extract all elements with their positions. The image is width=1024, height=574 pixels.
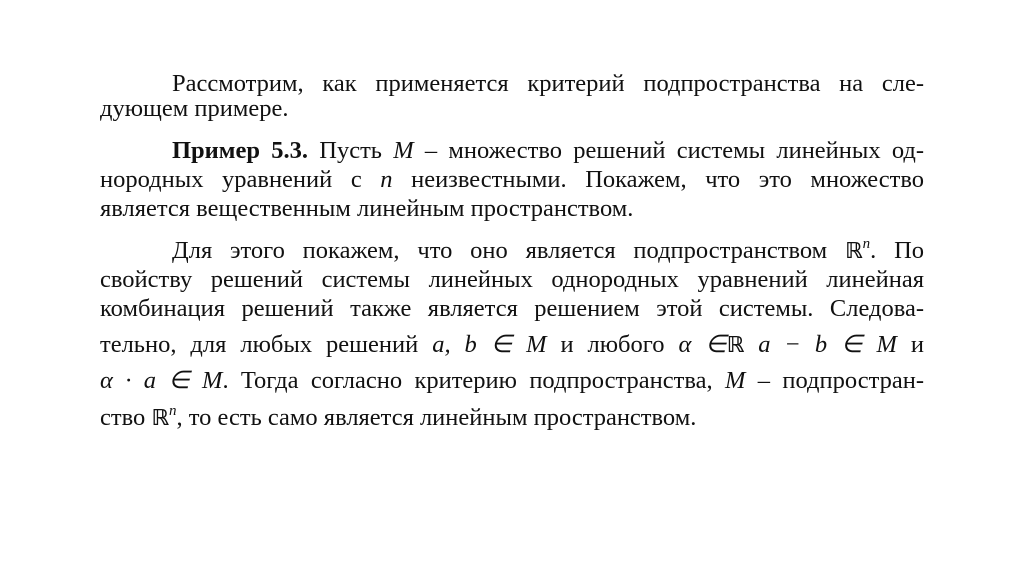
proof-line-2: свойству решений системы линейных однородных уравнений линейная — [100, 266, 924, 293]
example-label: Пример 5.3. — [172, 137, 308, 164]
example-line-1: Пример 5.3. Пусть M – множество решений системы линейных од- — [172, 137, 925, 164]
paragraph-1-line-1: Рассмотрим, как применяется критерий подпространства на сле- — [172, 70, 924, 97]
proof-line-1: Для этого покажем, что оно является подпространством ℝ$^n$. По — [172, 236, 925, 264]
proof-line-6: ство ℝ$^n$, то есть само является линейным пространством. — [100, 403, 697, 431]
formula-a-b-in-M: a, b ∈ M — [432, 331, 547, 358]
proof-line-4: тельно, для любых решений a, b ∈ M и любого α ∈ℝ a − b ∈ M и — [100, 331, 924, 358]
paragraph-1-line-2: дующем примере. — [100, 95, 289, 122]
example-line-3: является вещественным линейным пространством. — [100, 195, 634, 222]
formula-a-minus-b: a − b ∈ M — [758, 331, 897, 358]
example-line-2: нородных уравнений с n неизвестными. Покажем, что это множество — [100, 166, 925, 193]
formula-alpha-a: α · a ∈ M — [100, 367, 223, 394]
proof-line-3: комбинация решений также является решением этой системы. Следова- — [100, 295, 924, 322]
proof-line-5: α · a ∈ M. Тогда согласно критерию подпространства, M – подпростран- — [100, 367, 925, 394]
real-numbers-symbol: ℝ — [844, 239, 863, 264]
